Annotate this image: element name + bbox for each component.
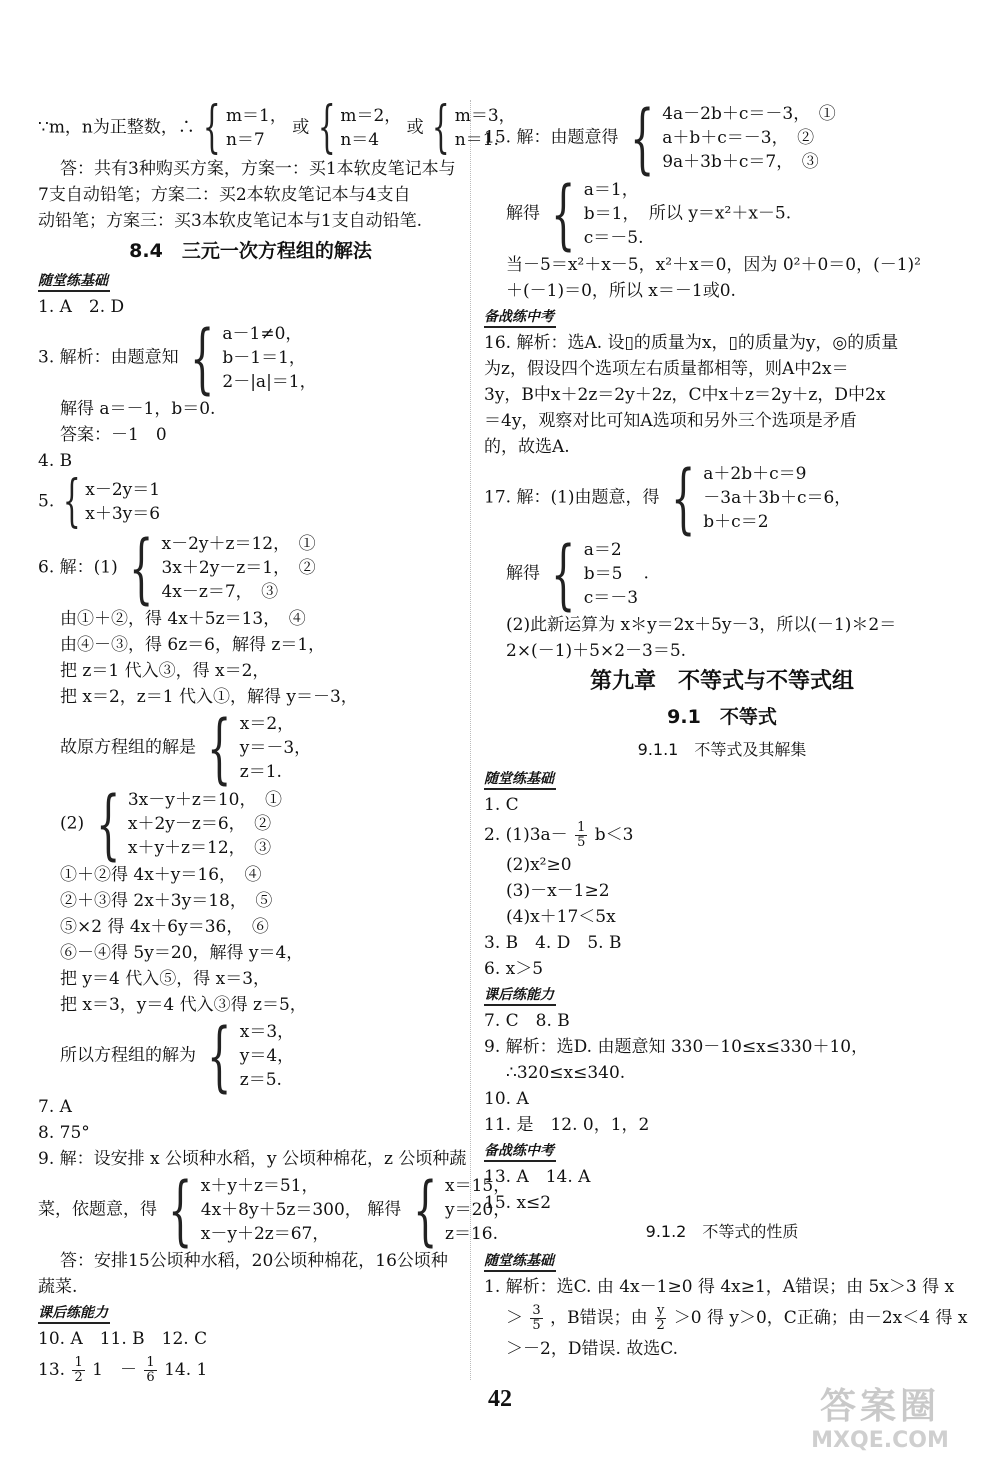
section-tag: 随堂练基础 (38, 272, 110, 292)
section-tag: 随堂练基础 (484, 1252, 556, 1272)
section-tag: 课后练能力 (38, 1304, 110, 1324)
answer-line: ＞ $\frac{3}{5}$ ，B错误；由 $\frac{y}{2}$ ＞0 得 y＞0，C正确；由－2x＜4 得 x (506, 1303, 968, 1333)
equation-system: { a＝2 b＝5 c＝－3 (551, 529, 639, 618)
answer-line: 7. C 8. B (484, 1011, 570, 1031)
answer-line: 3y，B中x＋2z＝2y＋2z，C中x＋z＝2y＋z，D中2x (484, 385, 886, 405)
watermark-url: MXQE.COM (811, 1428, 949, 1453)
answer-line: 为z，假设四个选项左右质量都相等，则A中2x＝ (484, 359, 849, 379)
answer-line: 解得 a＝－1，b＝0. (60, 399, 216, 419)
answer-line: 菜，依题意，得 { x＋y＋z＝51， 4x＋8y＋5z＝300， x－y＋2z＝67， 解得 { x＝15， y＝20， z＝16. (38, 1165, 511, 1254)
equation-system: { a－1≠0， b－1＝1， 2－|a|＝1， (190, 313, 317, 402)
answer-line: 把 z＝1 代入③，得 x＝2， (60, 661, 270, 681)
text: ∵m，n为正整数，∴ (38, 117, 195, 138)
equation-system: { a＝1， b＝1， c＝－5. (551, 169, 644, 258)
section-tag: 课后练能力 (484, 986, 556, 1006)
right-column (484, 93, 968, 1362)
answer-line: (3)－x－1≥2 (506, 881, 610, 901)
answer-line: 5. { x－2y＝1 x＋3y＝6 (38, 469, 161, 534)
equation-system: { x＋y＋z＝51， 4x＋8y＋5z＝300， x－y＋2z＝67， (168, 1165, 362, 1254)
answer-line: 7支自动铅笔；方案二：买2本软皮笔记本与4支自 (38, 185, 411, 205)
section-tag: 备战练中考 (484, 308, 556, 328)
answer-line: (4)x＋17＜5x (506, 907, 616, 927)
answer-line: 由①＋②，得 4x＋5z＝13， ④ (60, 609, 306, 629)
equation-system: { m＝1， n＝7 (203, 95, 287, 160)
answer-line: ①＋②得 4x＋y＝16， ④ (60, 865, 262, 885)
answer-line: ＋(－1)＝0，所以 x＝－1或0. (506, 281, 736, 301)
answer-line: 解得 { a＝1， b＝1， c＝－5. 所以 y＝x²＋x－5. (506, 169, 792, 258)
answer-line: 7. A (38, 1097, 72, 1117)
watermark-logo-text: 答案圈 (819, 1386, 940, 1427)
answer-line: 3. B 4. D 5. B (484, 933, 622, 953)
answer-line: 16. 解析：选A. 设▯的质量为x，▯的质量为y，◎的质量 (484, 333, 899, 353)
answer-line: 当－5＝x²＋x－5，x²＋x＝0，因为 0²＋0＝0，(－1)² (506, 255, 921, 275)
fraction: $\frac{1}{5}$ (577, 820, 586, 850)
answer-line: 把 x＝2，z＝1 代入①，解得 y＝－3， (60, 687, 358, 707)
page-number: 42 (488, 1386, 512, 1412)
answer-line: 1. C (484, 795, 519, 815)
answer-line: (2)此新运算为 x＊y＝2x＋5y－3，所以(－1)＊2＝ (506, 615, 897, 635)
answer-line: 8. 75° (38, 1123, 90, 1143)
section-heading: 8.4 三元一次方程组的解法 (129, 240, 372, 262)
answer-line: 13. $\frac{1}{2}$ 1 － $\frac{1}{6}$ 14. 1 (38, 1355, 208, 1385)
section-tag: 随堂练基础 (484, 770, 556, 790)
subsection-heading: 9.1.2 不等式的性质 (645, 1222, 799, 1241)
answer-line: ∵m，n为正整数，∴ { m＝1， n＝7 或 { m＝2， n＝4 或 { m＝3， n＝1. (38, 95, 516, 160)
equation-system: { x＝2， y＝－3， z＝1. (207, 703, 312, 792)
answer-line: 所以方程组的解为 { x＝3， y＝4， z＝5. (60, 1011, 295, 1100)
fraction: $\frac{3}{5}$ (532, 1303, 541, 1333)
fraction: $\frac{1}{6}$ (146, 1355, 155, 1385)
answer-line: 2×(－1)＋5×2－3＝5. (506, 641, 687, 661)
answer-line: 的，故选A. (484, 437, 570, 457)
answer-line: 13. A 14. A (484, 1167, 591, 1187)
answer-line: 2. (1)3a－ $\frac{1}{5}$ b＜3 (484, 820, 634, 850)
equation-system: { 3x－y＋z＝10， ① x＋2y－z＝6， ② x＋y＋z＝12， ③ (95, 779, 282, 868)
answer-line: 答案：－1 0 (60, 425, 167, 445)
answer-line: 17. 解：(1)由题意，得 { a＋2b＋c＝9 －3a＋3b＋c＝6， b＋c＝2 (484, 453, 852, 542)
equation-system: { 4a－2b＋c＝－3， ① a＋b＋c＝－3， ② 9a＋3b＋c＝7， ③ (629, 93, 836, 182)
subsection-heading: 9.1.1 不等式及其解集 (637, 740, 807, 759)
answer-line: 把 y＝4 代入⑤，得 x＝3， (60, 969, 271, 989)
answer-line: 答：安排15公顷种水稻，20公顷种棉花，16公顷种 (60, 1251, 448, 1271)
answer-line: 11. 是 12. 0，1，2 (484, 1115, 650, 1135)
answer-line: 9. 解析：选D. 由题意知 330－10≤x≤330＋10， (484, 1037, 869, 1057)
answer-line: 蔬菜. (38, 1277, 78, 1297)
answer-line: (2)x²≥0 (506, 855, 572, 875)
answer-line: 10. A 11. B 12. C (38, 1329, 208, 1349)
equation-system: { a＋2b＋c＝9 －3a＋3b＋c＝6， b＋c＝2 (671, 453, 852, 542)
answer-line: 答：共有3种购买方案，方案一：买1本软皮笔记本与 (60, 159, 456, 179)
answer-line: 6. 解：(1) { x－2y＋z＝12， ① 3x＋2y－z＝1， ② 4x－z＝7， ③ (38, 523, 316, 612)
equation-system: { x＝15， y＝20， z＝16. (412, 1165, 511, 1254)
answer-line: 15. x≤2 (484, 1193, 552, 1213)
chapter-heading: 第九章 不等式与不等式组 (589, 669, 854, 694)
answer-line: 10. A (484, 1089, 529, 1109)
answer-line: 1. 解析：选C. 由 4x－1≥0 得 4x≥1，A错误；由 5x＞3 得 x (484, 1277, 955, 1297)
answer-line: 由④－③，得 6z＝6，解得 z＝1， (60, 635, 326, 655)
fraction: $\frac{y}{2}$ (656, 1303, 665, 1333)
answer-line: ⑥－④得 5y＝20，解得 y＝4， (60, 943, 304, 963)
answer-line: 故原方程组的解是 { x＝2， y＝－3， z＝1. (60, 703, 312, 792)
answer-line: ＞－2，D错误. 故选C. (506, 1339, 679, 1359)
equation-system: { x－2y＋z＝12， ① 3x＋2y－z＝1， ② 4x－z＝7， ③ (129, 523, 316, 612)
answer-line: 4. B (38, 451, 73, 471)
answer-line: 动铅笔；方案三：买3本软皮笔记本与1支自动铅笔. (38, 211, 423, 231)
answer-line: 9. 解：设安排 x 公顷种水稻，y 公顷种棉花，z 公顷种蔬 (38, 1149, 467, 1169)
answer-line: 6. x＞5 (484, 959, 544, 979)
equation-system: { m＝2， n＝4 (317, 95, 402, 160)
answer-line: (2) { 3x－y＋z＝10， ① x＋2y－z＝6， ② x＋y＋z＝12， ③ (60, 779, 282, 868)
answer-line: 解得 { a＝2 b＝5 c＝－3 . (506, 529, 649, 618)
answer-line: ＝4y，观察对比可知A选项和另外三个选项是矛盾 (484, 411, 857, 431)
answer-line: ⑤×2 得 4x＋6y＝36， ⑥ (60, 917, 269, 937)
answer-line: 15. 解：由题意得 { 4a－2b＋c＝－3， ① a＋b＋c＝－3， ② 9a＋3b＋c＝7， ③ (484, 93, 836, 182)
answer-line: ②＋③得 2x＋3y＝18， ⑤ (60, 891, 273, 911)
watermark-logo (780, 1386, 980, 1461)
equation-system: { x－2y＝1 x＋3y＝6 (62, 469, 161, 534)
answer-line: ∴320≤x≤340. (506, 1063, 626, 1083)
answer-line: 3. 解析：由题意知 { a－1≠0， b－1＝1， 2－|a|＝1， (38, 313, 317, 402)
section-heading: 9.1 不等式 (667, 706, 777, 728)
answer-line: 1. A 2. D (38, 297, 125, 317)
answer-line: 把 x＝3，y＝4 代入③得 z＝5， (60, 995, 307, 1015)
equation-system: { x＝3， y＝4， z＝5. (207, 1011, 295, 1100)
section-tag: 备战练中考 (484, 1142, 556, 1162)
fraction: $\frac{1}{2}$ (74, 1355, 83, 1385)
equation-system: { m＝3， n＝1. (431, 95, 516, 160)
